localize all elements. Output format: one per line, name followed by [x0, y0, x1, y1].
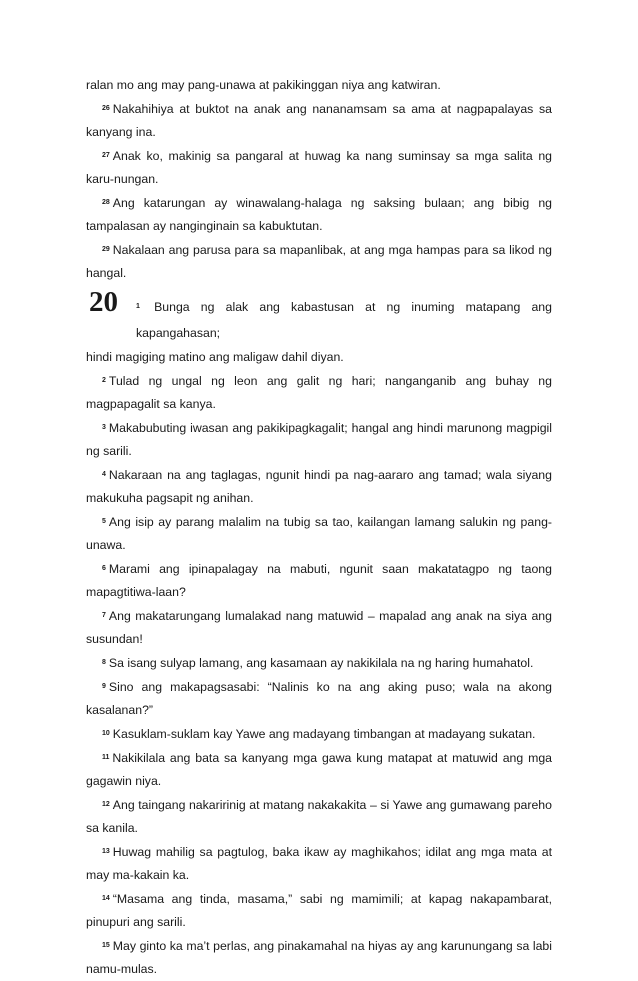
verse-number: 26 [102, 105, 110, 112]
verse [86, 97, 552, 144]
verse-number: 5 [102, 518, 106, 525]
verse-text: Nakalaan ang parusa para sa mapanlibak, at ang mga hampas para sa likod ng hangal. [86, 243, 552, 280]
verse-number: 14 [102, 895, 110, 902]
verse [86, 722, 552, 746]
chapter-20-verse-1-line1 [136, 294, 552, 346]
verse-text: May ginto ka ma’t perlas, ang pinakamahal na hiyas ay ang karunungang sa labi namu-mulas. [86, 939, 552, 976]
verse-text: Nakikilala ang bata sa kanyang mga gawa kung matapat at matuwid ang mga gagawin niya. [86, 751, 552, 788]
verse-number: 11 [102, 754, 110, 761]
verse [86, 557, 552, 604]
verse-text: Sino ang makapagsasabi: “Nalinis ko na ang aking puso; wala na akong kasalanan?” [86, 680, 552, 717]
verse-text: Makabubuting iwasan ang pakikipagkagalit; hangal ang hindi marunong magpigil ng sarili. [86, 421, 552, 458]
verse-number: 28 [102, 199, 110, 206]
verse-text: Ang taingang nakaririnig at matang nakakakita – si Yawe ang gumawang pareho sa kanila. [86, 798, 552, 835]
verse-text: Ang isip ay parang malalim na tubig sa tao, kailangan lamang salukin ng pang-unawa. [86, 515, 552, 552]
verse [86, 510, 552, 557]
verse-number: 4 [102, 471, 106, 478]
verse-number: 27 [102, 152, 110, 159]
chapter-20-verses [86, 369, 552, 981]
chapter-20-verse-1-cont: hindi magiging matino ang maligaw dahil diyan. [86, 350, 344, 364]
verse-number: 12 [102, 801, 110, 808]
verse [86, 238, 552, 285]
verse [86, 675, 552, 722]
text-body [86, 74, 552, 981]
verse-text: Huwag mahilig sa pagtulog, baka ikaw ay maghikahos; idilat ang mga mata at may ma-kakain ka. [86, 845, 552, 882]
chapter-number: 20 [89, 286, 118, 318]
verse-number: 7 [102, 612, 106, 619]
verse [86, 840, 552, 887]
verse-text: Nakahihiya at buktot na anak ang nananamsam sa ama at nagpapalayas sa kanyang ina. [86, 102, 552, 139]
verse-number: 9 [102, 683, 106, 690]
verse-text: Marami ang ipinapalagay na mabuti, ngunit saan makatatagpo ng taong mapagtitiwa-laan? [86, 562, 552, 599]
verse-text: Tulad ng ungal ng leon ang galit ng hari; nanganganib ang buhay ng magpapagalit sa kanya. [86, 374, 552, 411]
verse-number: 13 [102, 848, 110, 855]
verse-text: Ang makatarungang lumalakad nang matuwid – mapalad ang anak na siya ang susundan! [86, 609, 552, 646]
verse-number: 10 [102, 730, 110, 737]
verse-number: 1 [136, 303, 140, 310]
verse-number: 3 [102, 424, 106, 431]
verse-number: 2 [102, 377, 106, 384]
verse-text: Sa isang sulyap lamang, ang kasamaan ay nakikilala na ng haring humahatol. [108, 656, 534, 670]
verse [86, 746, 552, 793]
verse-text: Bunga ng alak ang kabastusan at ng inuming matapang ang kapangahasan; [136, 300, 552, 340]
verse-text: Ang katarungan ay winawalang-halaga ng saksing bulaan; ang bibig ng tampalasan ay nanginginain sa kabuktutan. [86, 196, 552, 233]
lead-line: ralan mo ang may pang-unawa at pakikinggan niya ang katwiran. [86, 78, 441, 92]
chapter-19-verses [86, 97, 552, 285]
verse-text: Kasuklam-suklam kay Yawe ang madayang timbangan at madayang sukatan. [112, 727, 536, 741]
verse [86, 793, 552, 840]
verse [86, 887, 552, 934]
chapter-20-start [86, 286, 552, 346]
verse [86, 651, 552, 675]
verse [86, 416, 552, 463]
verse-number: 8 [102, 659, 106, 666]
verse [86, 934, 552, 981]
verse [86, 369, 552, 416]
verse-text: Nakaraan na ang taglagas, ngunit hindi pa nag-aararo ang tamad; wala siyang makukuha pagsapit ng anihan. [86, 468, 552, 505]
verse-number: 15 [102, 942, 110, 949]
verse-text: Anak ko, makinig sa pangaral at huwag ka nang suminsay sa mga salita ng karu-nungan. [86, 149, 552, 186]
verse-number: 29 [102, 246, 110, 253]
verse-text: “Masama ang tinda, masama,” sabi ng mamimili; at kapag nakapambarat, pinupuri ang sarili. [86, 892, 552, 929]
verse [86, 604, 552, 651]
verse-number: 6 [102, 565, 106, 572]
verse [86, 463, 552, 510]
verse [86, 191, 552, 238]
verse [86, 144, 552, 191]
